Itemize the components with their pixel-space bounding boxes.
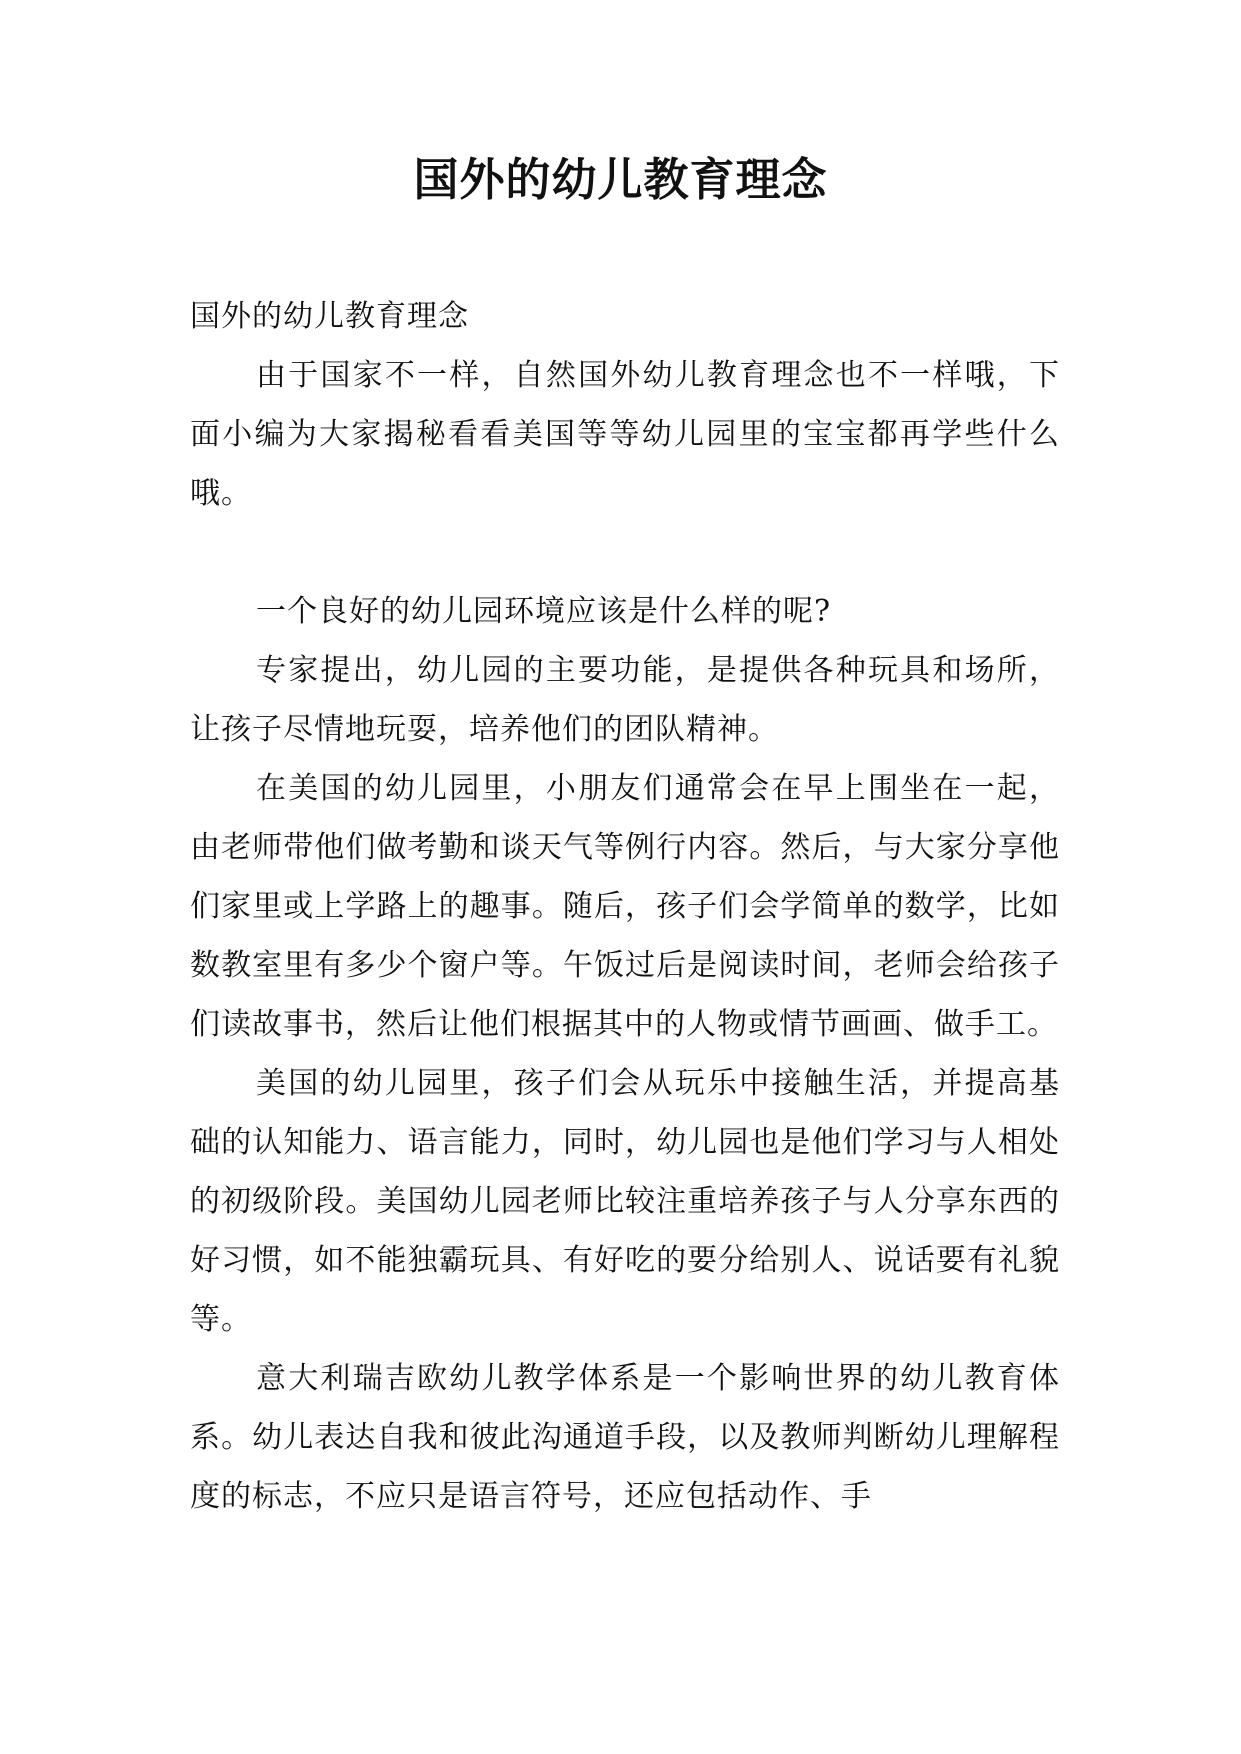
document-body [190,287,1060,1526]
paragraph-us-daily: 在美国的幼儿园里，小朋友们通常会在早上围坐在一起，由老师带他们做考勤和谈天气等例行内容。然后，与大家分享他们家里或上学路上的趣事。随后，孩子们会学简单的数学，比如数教室里有多少个窗户等。午饭过后是阅读时间，老师会给孩子们读故事书，然后让他们根据其中的人物或情节画画、做手工。 [190,771,1060,1042]
paragraph-us-social: 美国的幼儿园里，孩子们会从玩乐中接触生活，并提高基础的认知能力、语言能力，同时，幼儿园也是他们学习与人相处的初级阶段。美国幼儿园老师比较注重培养孩子与人分享东西的好习惯，如不能独霸玩具、有好吃的要分给别人、说话要有礼貌等。 [190,1066,1060,1337]
paragraph-expert: 专家提出，幼儿园的主要功能，是提供各种玩具和场所，让孩子尽情地玩耍，培养他们的团队精神。 [190,653,1060,747]
document-title: 国外的幼儿教育理念 [413,153,828,206]
blank-line [190,523,1060,582]
paragraph-question: 一个良好的幼儿园环境应该是什么样的呢? [256,594,832,629]
paragraph-intro: 由于国家不一样，自然国外幼儿教育理念也不一样哦，下面小编为大家揭秘看看美国等等幼儿园里的宝宝都再学些什么哦。 [190,358,1060,511]
paragraph-reggio: 意大利瑞吉欧幼儿教学体系是一个影响世界的幼儿教育体系。幼儿表达自我和彼此沟通道手段，以及教师判断幼儿理解程度的标志，不应只是语言符号，还应包括动作、手 [190,1361,1060,1514]
document-subtitle: 国外的幼儿教育理念 [190,299,469,334]
